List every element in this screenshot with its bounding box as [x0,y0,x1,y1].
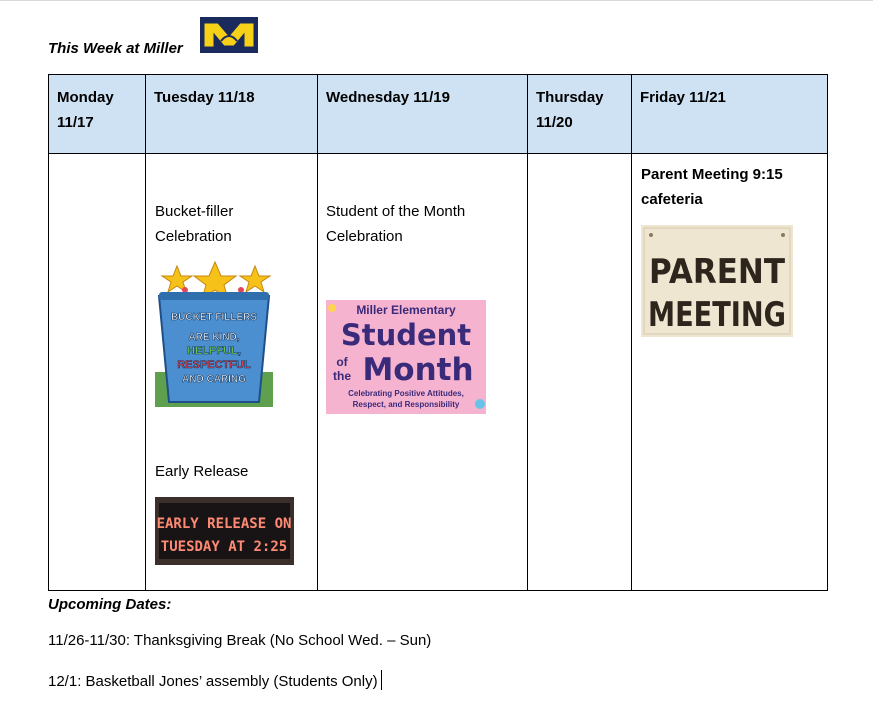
bucket-line4: RESPECTFUL [177,359,251,371]
bucket-line5: AND CARING [182,374,246,385]
text-cursor [381,670,382,690]
page-title: This Week at Miller [48,40,183,57]
som-line1: Miller Elementary [356,303,456,317]
cell-wednesday [318,154,528,591]
sign-line2: TUESDAY AT 2:25 [160,539,288,555]
upcoming-item-thanksgiving: 11/26-11/30: Thanksgiving Break (No School Wed. – Sun) [48,632,432,649]
cell-tuesday [146,154,318,591]
som-line6: Celebrating Positive Attitudes, [348,389,464,398]
page-top-border [0,0,873,1]
cell-friday [632,154,828,591]
day-header-thursday: Thursday 11/20 [528,75,632,154]
pm-line1: PARENT [649,252,786,292]
table-header-row [49,75,828,154]
table-body-row [49,154,828,591]
day-header-tuesday: Tuesday 11/18 [146,75,318,154]
sign-line1: EARLY RELEASE ON [156,516,292,532]
som-line7: Respect, and Responsibility [352,400,460,409]
event-student-of-month: Student of the Month Celebration [326,203,466,245]
day-header-wednesday: Wednesday 11/19 [318,75,528,154]
parent-meeting-image [641,225,793,337]
event-parent-meeting: Parent Meeting 9:15 cafeteria [641,166,783,208]
upcoming-dates-heading: Upcoming Dates: [48,596,172,613]
weekly-schedule-table [48,74,828,591]
michigan-m-logo [200,17,258,53]
pm-line2: MEETING [648,295,786,335]
som-line2: Student [340,318,472,352]
cell-thursday [528,154,632,591]
event-bucket-filler: Bucket-filler Celebration [155,203,234,245]
event-early-release: Early Release [155,463,249,480]
student-of-month-image [326,300,486,414]
upcoming-item-assembly[interactable] [48,670,382,690]
day-header-monday: Monday 11/17 [49,75,146,154]
som-line4: the [333,369,351,383]
bucket-line3: HELPFUL, [187,345,241,357]
day-header-friday: Friday 11/21 [632,75,828,154]
som-line5: Month [362,352,474,388]
bucket-fillers-image [155,262,273,407]
cell-monday [49,154,146,591]
som-line3: of [336,355,348,369]
upcoming-item-assembly-text: 12/1: Basketball Jones’ assembly (Students Only) [48,673,378,690]
bucket-line2: ARE KIND, [188,332,240,343]
bucket-line1: BUCKET FILLERS [170,312,258,323]
early-release-sign-image [155,497,294,565]
